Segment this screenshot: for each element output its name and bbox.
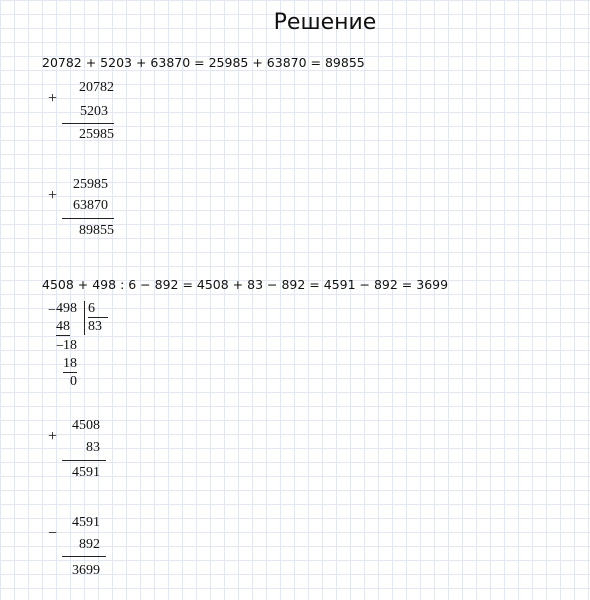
sum-result: 89855	[79, 223, 114, 238]
division-bar-vertical	[84, 301, 85, 335]
sum-line	[62, 218, 114, 219]
remainder-final: 0	[70, 374, 77, 389]
page-title: Решение	[273, 10, 377, 35]
sum-result: 25985	[79, 127, 114, 142]
quotient: 83	[88, 319, 102, 334]
addend-1: 20782	[79, 80, 114, 95]
addend-1: 25985	[73, 177, 108, 192]
addend-1: 4508	[72, 418, 100, 433]
plus-sign: +	[48, 187, 58, 204]
addend-2: 83	[86, 440, 100, 455]
column-subtraction	[48, 515, 106, 585]
minus-sign: −	[56, 339, 64, 354]
divisor: 6	[88, 301, 108, 318]
equation-2: 4508 + 498 : 6 − 892 = 4508 + 83 − 892 = 4591 − 892 = 3699	[42, 277, 449, 292]
sum-line	[62, 460, 106, 461]
subtrahend: 892	[79, 537, 100, 552]
difference-result: 3699	[72, 563, 100, 578]
sum-line	[62, 123, 114, 124]
subtrahend-2: 18	[63, 356, 77, 371]
minuend: 4591	[72, 515, 100, 530]
remainder-1: 18	[63, 338, 77, 353]
addend-2: 63870	[73, 198, 108, 213]
plus-sign: +	[48, 90, 58, 107]
difference-line	[62, 556, 106, 557]
equation-1: 20782 + 5203 + 63870 = 25985 + 63870 = 89855	[42, 55, 365, 70]
addend-2: 5203	[80, 104, 108, 119]
column-addition-3	[48, 418, 106, 488]
sum-result: 4591	[72, 465, 100, 480]
column-addition-2	[48, 177, 114, 247]
column-addition-1	[48, 80, 114, 150]
plus-sign: +	[48, 428, 58, 445]
dividend: 498	[56, 301, 77, 316]
subtrahend-1: 48	[56, 319, 70, 334]
minus-sign: −	[48, 525, 58, 542]
long-division	[48, 301, 118, 391]
minus-sign: −	[48, 303, 56, 318]
